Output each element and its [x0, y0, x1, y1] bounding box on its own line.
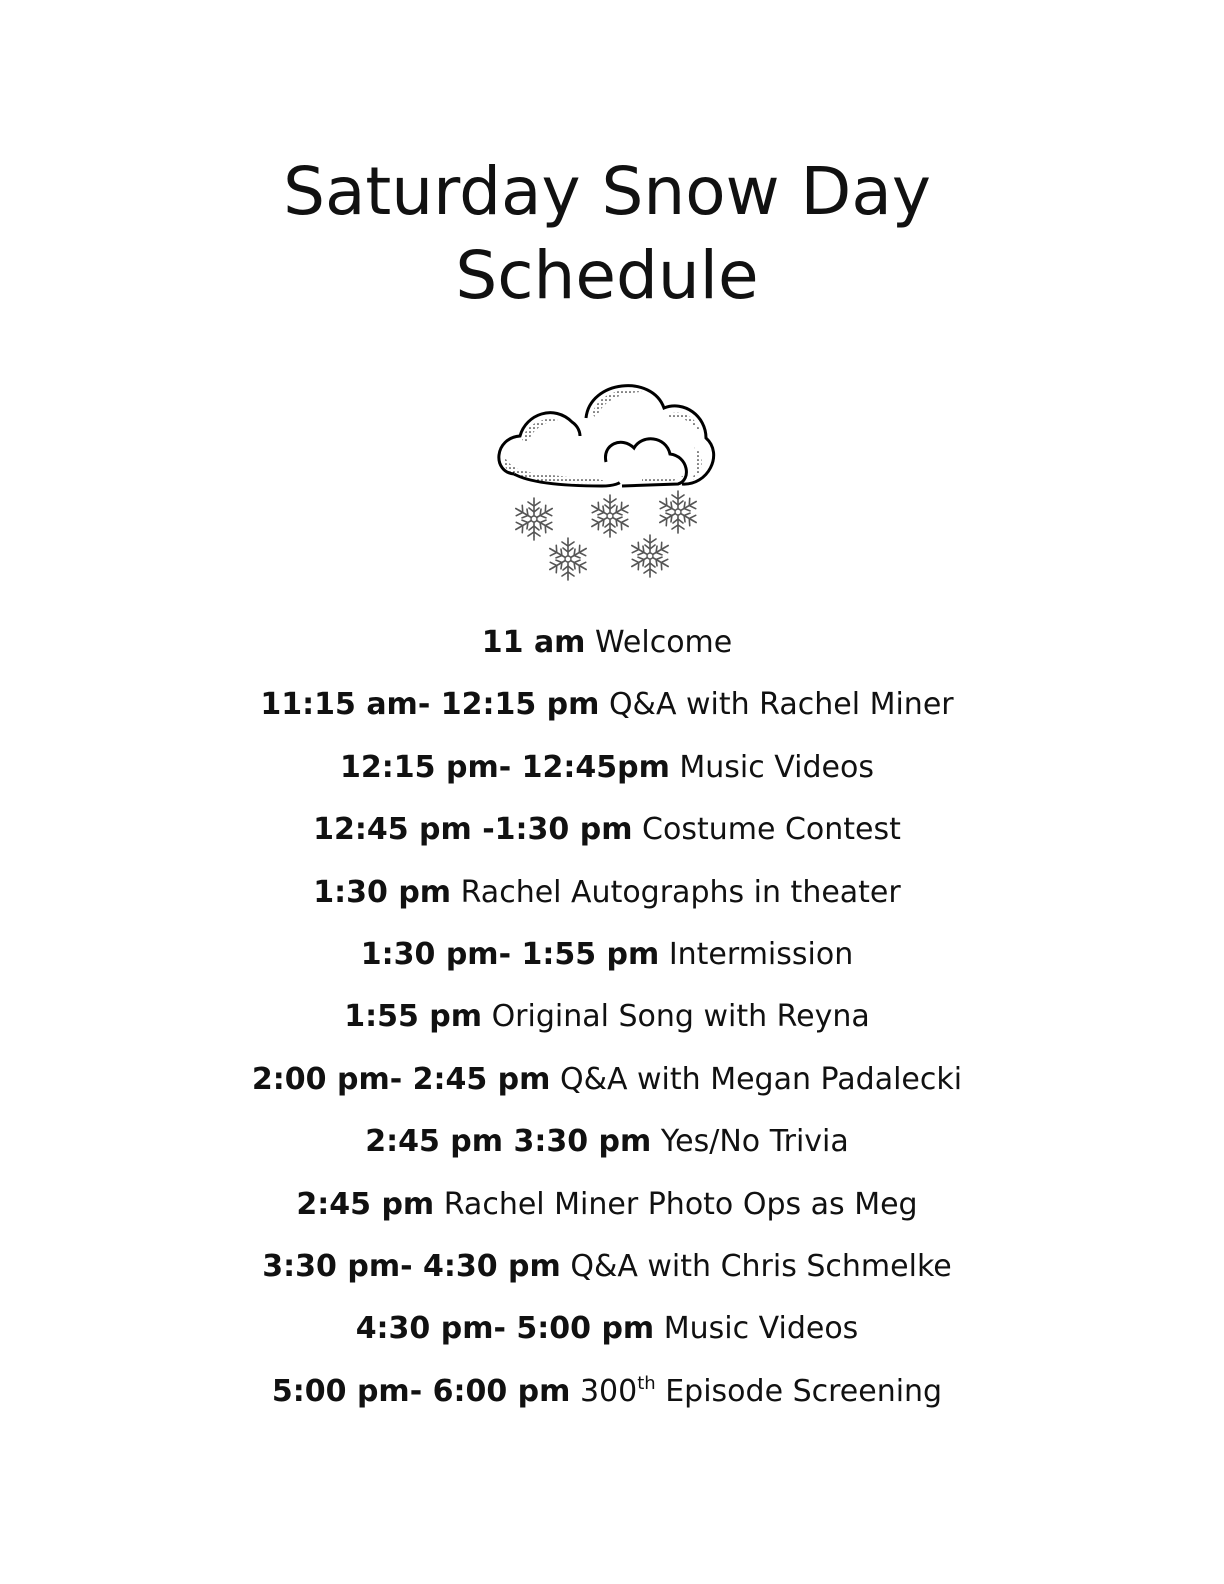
- schedule-item: [0, 804, 1214, 866]
- schedule-item: [0, 1179, 1214, 1241]
- schedule-time: 5:00 pm- 6:00 pm: [271, 1373, 571, 1409]
- schedule-event: Q&A with Megan Padalecki: [559, 1061, 963, 1097]
- schedule-event: Music Videos: [663, 1311, 859, 1347]
- schedule-item: [0, 1241, 1214, 1303]
- schedule-event: Welcome: [595, 625, 733, 660]
- schedule-item: [0, 1303, 1214, 1365]
- schedule-item: [0, 617, 1214, 679]
- schedule-item: [0, 679, 1214, 741]
- schedule-time: 12:45 pm -1:30 pm: [313, 812, 633, 848]
- page-title: [0, 150, 1214, 318]
- schedule-list: [0, 617, 1214, 1428]
- schedule-time: 4:30 pm- 5:00 pm: [355, 1311, 655, 1347]
- schedule-event-suffix: Episode Screening: [665, 1373, 943, 1409]
- schedule-item: [0, 1366, 1214, 1428]
- schedule-item: [0, 867, 1214, 929]
- schedule-event: Yes/No Trivia: [660, 1124, 849, 1160]
- schedule-item: [0, 1054, 1214, 1116]
- schedule-event: Q&A with Rachel Miner: [608, 687, 954, 723]
- schedule-event: Original Song with Reyna: [491, 999, 870, 1035]
- schedule-item: [0, 742, 1214, 804]
- schedule-time: 12:15 pm- 12:45pm: [340, 749, 670, 785]
- schedule-time: 11:15 am- 12:15 pm: [260, 687, 600, 723]
- schedule-time: 11 am: [481, 625, 586, 660]
- schedule-time: 2:00 pm- 2:45 pm: [251, 1061, 551, 1097]
- schedule-event: Music Videos: [679, 749, 874, 785]
- schedule-item: [0, 991, 1214, 1053]
- schedule-time: 1:30 pm: [313, 874, 452, 910]
- ordinal-suffix: th: [637, 1372, 656, 1394]
- schedule-item: [0, 929, 1214, 991]
- snow-cloud-icon: [492, 374, 722, 589]
- title-line-2: Schedule: [455, 237, 759, 314]
- title-line-1: Saturday Snow Day: [283, 153, 931, 230]
- cloud-shape: [499, 386, 714, 486]
- schedule-time: 3:30 pm- 4:30 pm: [262, 1248, 561, 1284]
- schedule-time: 1:55 pm: [344, 999, 483, 1035]
- schedule-event: Intermission: [668, 936, 854, 972]
- schedule-event: Rachel Miner Photo Ops as Meg: [443, 1186, 918, 1222]
- schedule-event: Costume Contest: [642, 812, 901, 848]
- schedule-event: Rachel Autographs in theater: [460, 874, 901, 910]
- schedule-item: [0, 1116, 1214, 1178]
- schedule-time: 2:45 pm 3:30 pm: [365, 1124, 652, 1160]
- schedule-time: 1:30 pm- 1:55 pm: [360, 936, 660, 972]
- schedule-event: Q&A with Chris Schmelke: [570, 1248, 952, 1284]
- schedule-time: 2:45 pm: [296, 1186, 435, 1222]
- schedule-event: 300: [579, 1373, 638, 1409]
